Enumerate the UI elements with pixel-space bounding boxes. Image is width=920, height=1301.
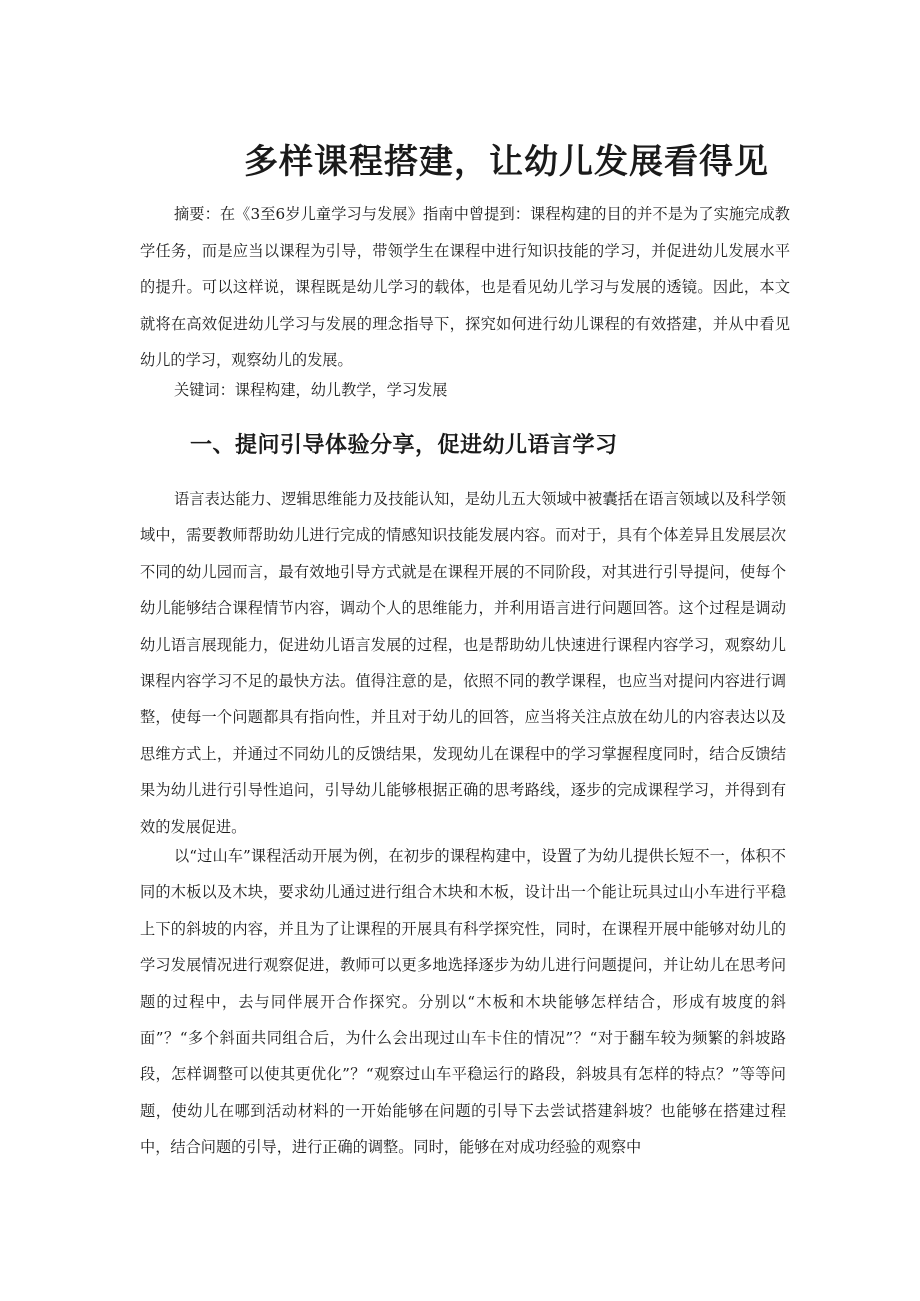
abstract-paragraph: 摘要：在《3至6岁儿童学习与发展》指南中曾提到：课程构建的目的并不是为了实施完成教学任务，而是应当以课程为引导，带领学生在课程中进行知识技能的学习，并促进幼儿发展水平的提升。可以这样说，课程既是幼儿学习的载体，也是看见幼儿学习与发展的透镜。因此，本文就将在高效促进幼儿学习与发展的理念指导下，探究如何进行幼儿课程的有效搭建，并从中看见幼儿的学习，观察幼儿的发展。 (140, 205, 790, 369)
document-title: 多样课程搭建，让幼儿发展看得见 (244, 141, 769, 182)
body-paragraph-1: 语言表达能力、逻辑思维能力及技能认知，是幼儿五大领域中被囊括在语言领域以及科学领域中，需要教师帮助幼儿进行完成的情感知识技能发展内容。而对于，具有个体差异且发展层次不同的幼儿园而言，最有效地引导方式就是在课程开展的不同阶段，对其进行引导提问，使每个幼儿能够结合课程情节内容，调动个人的思维能力，并利用语言进行问题回答。这个过程是调动幼儿语言展现能力，促进幼儿语言发展的过程，也是帮助幼儿快速进行课程内容学习，观察幼儿课程内容学习不足的最快方法。值得注意的是，依照不同的教学课程，也应当对提问内容进行调整，使每一个问题都具有指向性，并且对于幼儿的回答，应当将关注点放在幼儿的内容表达以及思维方式上，并通过不同幼儿的反馈结果，发现幼儿在课程中的学习掌握程度同时，结合反馈结果为幼儿进行引导性追问，引导幼儿能够根据正确的思考路线，逐步的完成课程学习，并得到有效的发展促进。 (140, 490, 786, 836)
keywords-line: 关键词：课程构建，幼儿教学，学习发展 (174, 381, 448, 399)
section-heading-1: 一、提问引导体验分享，促进幼儿语言学习 (190, 433, 618, 458)
body-paragraph-2: 以“过山车”课程活动开展为例，在初步的课程构建中，设置了为幼儿提供长短不一，体积不同的木板以及木块，要求幼儿通过进行组合木块和木板，设计出一个能让玩具过山小车进行平稳上下的斜坡的内容，并且为了让课程的开展具有科学探究性，同时，在课程开展中能够对幼儿的学习发展情况进行观察促进，教师可以更多地选择逐步为幼儿进行问题提问，并让幼儿在思考问题的过程中，去与同伴展开合作探究。分别以“木板和木块能够怎样结合，形成有坡度的斜面”？“多个斜面共同组合后，为什么会出现过山车卡住的情况”？“对于翻车较为频繁的斜坡路段，怎样调整可以使其更优化”？“观察过山车平稳运行的路段，斜坡具有怎样的特点？”等等问题，使幼儿在哪到活动材料的一开始能够在问题的引导下去尝试搭建斜坡？也能够在搭建过程中，结合问题的引导，进行正确的调整。同时，能够在对成功经验的观察中 (140, 847, 786, 1157)
